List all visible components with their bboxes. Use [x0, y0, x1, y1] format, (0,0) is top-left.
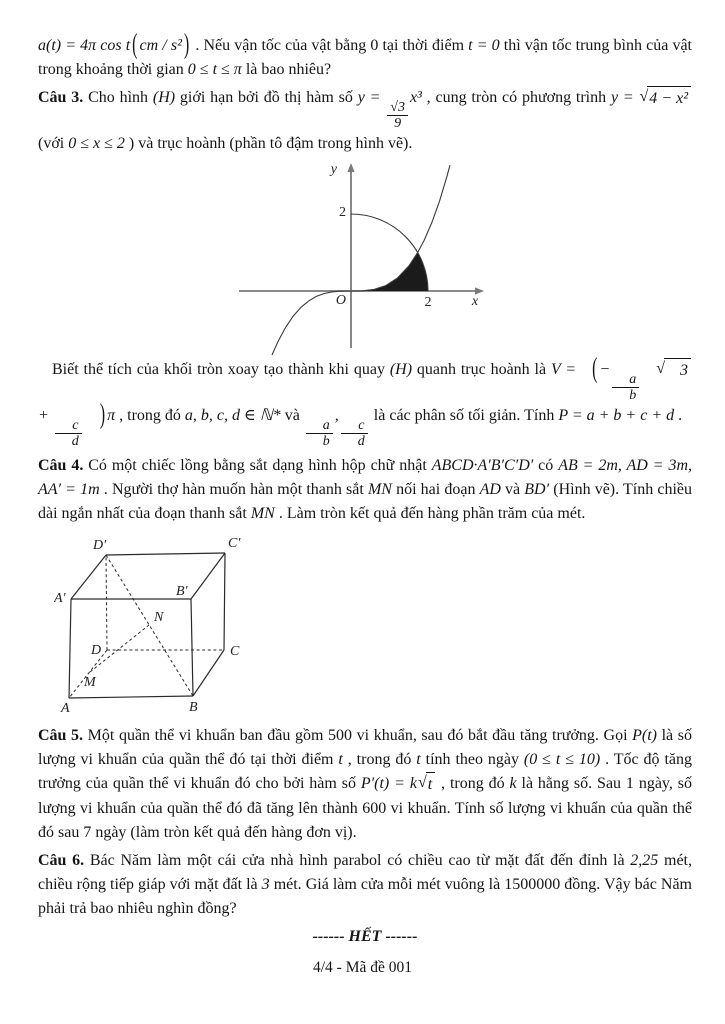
- x-axis-label: x: [471, 294, 479, 310]
- text-segment: ABCD·A′B′C′D′: [431, 457, 534, 475]
- text-segment: (: [592, 354, 598, 385]
- text-segment: Câu 5.: [38, 727, 84, 745]
- text-segment: . Người thợ hàn muốn hàn một thanh sắt: [99, 481, 368, 499]
- x-tick-label: 2: [424, 295, 432, 311]
- text-segment: a: [612, 372, 639, 389]
- y-tick-label: 2: [339, 205, 346, 221]
- text-segment: [612, 372, 639, 404]
- question-5: [38, 724, 692, 845]
- text-segment: y =: [357, 89, 386, 106]
- text-segment: π: [107, 407, 116, 425]
- text-segment: [306, 418, 333, 450]
- text-segment: , trong đó: [115, 407, 185, 425]
- text-segment: cm / s²: [139, 37, 182, 54]
- text-segment: , trong đó: [436, 775, 510, 793]
- text-segment: tính theo ngày: [420, 751, 524, 769]
- text-segment: d: [71, 434, 79, 450]
- text-segment: 0 ≤ t ≤ π: [187, 61, 242, 78]
- vertex-Bp-label: B′: [176, 584, 188, 600]
- text-segment: (0 ≤ t ≤ 10): [523, 751, 601, 769]
- text-segment: x³: [409, 89, 422, 106]
- text-segment: a(t) = 4π cos t: [38, 37, 131, 54]
- text-segment: (với: [38, 135, 69, 153]
- text-segment: t: [338, 751, 343, 769]
- text-segment: k: [509, 775, 517, 793]
- text-segment: t: [426, 772, 435, 797]
- box-figure: [54, 530, 259, 720]
- text-segment: b: [629, 388, 637, 404]
- text-segment: , cung tròn có phương trình: [421, 89, 611, 106]
- question-3: [38, 86, 692, 156]
- text-segment: . Làm tròn kết quả đến hàng phần trăm của mét.: [274, 505, 586, 523]
- end-marker: ------ HẾT ------: [312, 928, 418, 946]
- text-segment: Bác Năm làm một cái cửa nhà hình parabol có chiều cao từ mặt đất đến đỉnh là: [84, 852, 631, 870]
- vertex-B-label: B: [189, 700, 198, 716]
- vertex-C-label: C: [230, 644, 240, 660]
- question-3-volume: [38, 354, 692, 450]
- point-M-label: M: [84, 675, 96, 691]
- text-segment: AB = 2m, AD = 3m, AA′ = 1m: [38, 457, 693, 499]
- text-segment: . Tốc độ tăng trưởng của quần thể vi khuẩn đó cho bởi hàm số: [38, 751, 693, 793]
- text-segment: và: [500, 481, 525, 499]
- question-4: [38, 454, 692, 526]
- vertex-Ap-label: A′: [54, 591, 66, 607]
- y-axis-label: y: [330, 162, 337, 178]
- text-segment: t: [416, 751, 421, 769]
- text-segment: .: [674, 407, 683, 425]
- text-segment: t = 0: [468, 37, 500, 54]
- text-segment: 0 ≤ x ≤ 2: [68, 135, 125, 153]
- text-segment: y =: [610, 89, 639, 106]
- text-segment: b: [322, 434, 330, 450]
- text-segment: MN: [250, 505, 275, 523]
- text-segment: (H): [152, 89, 176, 106]
- text-segment: có: [533, 457, 559, 475]
- cubic-curve: [272, 165, 450, 355]
- question2-continuation: [38, 30, 692, 82]
- text-segment: d: [357, 434, 365, 450]
- text-segment: ) và trục hoành (phần tô đậm trong hình vẽ).: [124, 135, 413, 153]
- text-segment: ,: [334, 407, 339, 425]
- text-segment: 2,25: [630, 852, 659, 870]
- text-segment: Biết thể tích của khối tròn xoay tạo thành khi quay: [52, 361, 390, 379]
- text-segment: −: [599, 361, 611, 379]
- text-segment: +: [38, 407, 53, 425]
- text-segment: √: [639, 88, 649, 105]
- vertex-D-label: D: [91, 643, 102, 659]
- text-segment: MN: [367, 481, 392, 499]
- text-segment: √: [656, 360, 665, 378]
- text-segment: P′(t) = k: [360, 775, 417, 793]
- text-segment: là hằng số. Sau 1 ngày, số lượng vi khuẩn của quần thể đó đã tăng lên thành 600 vi khuẩn. Tính số lượng vi khuẩn của quần thể đó sau 7 ngày (làm tròn kết quả đến hàng đơn vị).: [38, 775, 692, 842]
- text-segment: [341, 418, 368, 450]
- text-segment: giới hạn bởi đồ thị hàm số: [175, 89, 358, 106]
- graph-figure: [235, 160, 495, 356]
- text-segment: 4 − x²: [647, 86, 691, 111]
- question-6: [38, 849, 692, 921]
- text-segment: (: [132, 30, 138, 60]
- page-footer: 4/4 - Mã đề 001: [312, 959, 412, 976]
- text-segment: c: [55, 418, 82, 435]
- text-segment: là bao nhiêu?: [241, 61, 332, 78]
- vertex-A-label: A: [61, 701, 70, 717]
- point-N-label: N: [154, 610, 164, 626]
- text-segment: và: [280, 407, 304, 425]
- text-segment: Câu 6.: [38, 852, 85, 870]
- text-segment: mét, chiều rộng tiếp giáp với mặt đất là: [38, 852, 693, 894]
- text-segment: AD: [479, 481, 501, 499]
- text-segment: . Nếu vận tốc của vật bằng 0 tại thời điểm: [191, 37, 469, 54]
- text-segment: V =: [550, 361, 577, 379]
- vertex-Cp-label: C′: [228, 536, 241, 552]
- text-segment: Một quần thể vi khuẩn ban đầu gồm 500 vi khuẩn, sau đó bắt đầu tăng trưởng. Gọi: [83, 727, 633, 745]
- text-segment: P = a + b + c + d: [558, 407, 675, 425]
- text-segment: 3: [261, 876, 270, 894]
- text-segment: √3: [387, 100, 408, 117]
- text-segment: √: [417, 774, 427, 792]
- text-segment: [55, 418, 82, 450]
- text-segment: Cho hình: [83, 89, 153, 106]
- vertex-Dp-label: D′: [93, 538, 107, 554]
- text-segment: BD′: [524, 481, 550, 499]
- text-segment: a: [306, 418, 333, 435]
- text-segment: (Hình vẽ). Tính chiều dài ngắn nhất của đoạn thanh sắt: [38, 481, 692, 523]
- text-segment: P(t): [632, 727, 657, 745]
- text-segment: (H): [389, 361, 413, 379]
- text-segment: Câu 3.: [38, 89, 84, 106]
- text-segment: là số lượng vi khuẩn của quần thể đó tại thời điểm: [38, 727, 692, 769]
- text-segment: [642, 358, 691, 383]
- text-segment: 9: [394, 116, 402, 132]
- text-segment: c: [341, 418, 368, 435]
- text-segment: 3: [664, 358, 691, 383]
- text-segment: là các phân số tối giản. Tính: [369, 407, 559, 425]
- text-segment: [418, 772, 435, 797]
- text-segment: thì vận tốc trung bình của vật trong khoảng thời gian: [38, 37, 692, 78]
- text-segment: [640, 86, 691, 111]
- text-segment: , trong đó: [342, 751, 417, 769]
- text-segment: quanh trục hoành là: [412, 361, 551, 379]
- text-segment: [387, 100, 408, 132]
- origin-label: O: [335, 293, 346, 309]
- text-segment: mét. Giá làm cửa mỗi mét vuông là 1500000 đồng. Vậy bác Năm phải trả bao nhiêu nghìn đồng?: [38, 876, 692, 918]
- shaded-region: [351, 253, 428, 292]
- text-segment: Câu 4.: [38, 457, 84, 475]
- text-segment: a, b, c, d ∈ ℕ*: [184, 407, 281, 425]
- text-segment: ): [99, 400, 106, 431]
- y-axis-arrow: [347, 163, 354, 172]
- text-segment: Có một chiếc lồng bằng sắt dạng hình hộp chữ nhật: [83, 457, 432, 475]
- text-segment: nối hai đoạn: [391, 481, 480, 499]
- text-segment: ): [183, 30, 190, 60]
